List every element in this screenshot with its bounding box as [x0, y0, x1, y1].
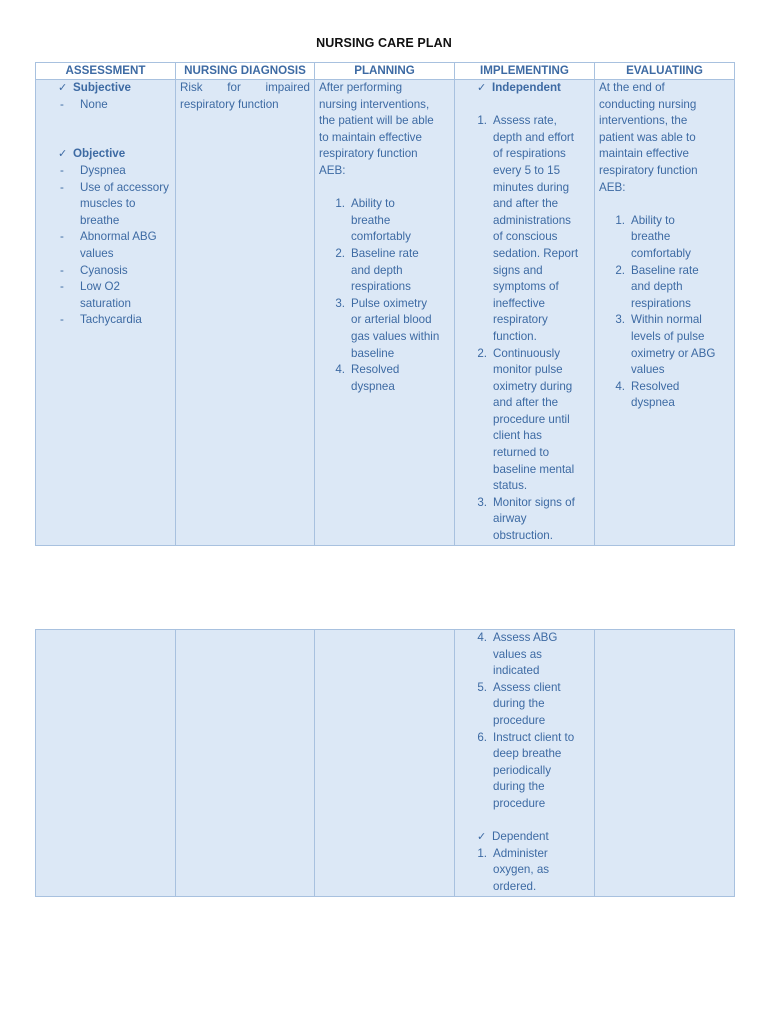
planning-outcome-number: 1.: [335, 197, 345, 211]
objective-item: [40, 229, 171, 262]
planning-outcome-line: Pulse oximetry: [351, 296, 428, 310]
implementing-item-line: indicated: [493, 664, 540, 678]
planning-outcome-line: baseline: [351, 346, 395, 360]
planning-intro: [319, 80, 450, 180]
evaluating-outcome-text: [631, 263, 699, 313]
evaluating-outcome-number: 3.: [615, 313, 625, 327]
planning-intro-line: the patient will be able: [319, 114, 434, 128]
implementing-list-page-2: [459, 630, 590, 813]
dependent-label: Dependent: [492, 830, 549, 844]
implementing-item-line: Assess rate,: [493, 114, 557, 128]
evaluating-outcome-text: [631, 312, 715, 378]
objective-item-text: [80, 163, 126, 180]
implementing-item-line: Monitor signs of: [493, 495, 575, 509]
planning-outcome-line: Baseline rate: [351, 246, 419, 260]
evaluating-intro-line: AEB:: [599, 180, 626, 194]
implementing-item-text: [493, 730, 574, 813]
check-mark-icon: ✓: [477, 831, 487, 844]
evaluating-outcomes: [599, 213, 730, 412]
implementing-item-line: and after the: [493, 396, 559, 410]
planning-outcome-number: 4.: [335, 363, 345, 377]
evaluating-outcome-line: Resolved: [631, 379, 680, 393]
implementing-item: [459, 495, 590, 545]
implementing-list-page-1: [459, 113, 590, 544]
evaluating-outcome-line: and depth: [631, 280, 683, 294]
dependent-item-text: [493, 846, 549, 896]
objective-label: Objective: [73, 147, 126, 161]
implementing-item-line: Assess client: [493, 680, 561, 694]
evaluating-outcome-number: 2.: [615, 263, 625, 277]
objective-list: [40, 163, 171, 329]
implementing-item-line: ineffective: [493, 296, 545, 310]
objective-item-text: [80, 263, 128, 280]
evaluating-cell-continued: [595, 630, 735, 897]
implementing-item-number: 6.: [477, 730, 487, 744]
implementing-cell-continued: [455, 630, 595, 897]
implementing-item-line: during the: [493, 697, 545, 711]
implementing-item-line: and after the: [493, 197, 559, 211]
evaluating-outcome-line: Baseline rate: [631, 263, 699, 277]
evaluating-intro-line: At the end of: [599, 81, 665, 94]
implementing-item-number: 2.: [477, 346, 487, 360]
header-evaluating: EVALUATIING: [595, 63, 735, 80]
diagnosis-line-1: Risk for impaired: [180, 81, 310, 94]
implementing-item: [459, 630, 590, 680]
evaluating-outcome-line: breathe: [631, 230, 671, 244]
evaluating-outcome-text: [631, 379, 679, 412]
care-plan-table-page-1: [35, 62, 735, 546]
implementing-item-line: airway: [493, 512, 527, 526]
planning-cell: [315, 80, 455, 546]
subjective-label: Subjective: [73, 81, 131, 94]
evaluating-intro-line: respiratory function: [599, 163, 698, 177]
implementing-item-line: during the: [493, 780, 545, 794]
objective-item-line: breathe: [80, 213, 120, 227]
implementing-item-line: Instruct client to: [493, 730, 575, 744]
evaluating-intro-line: interventions, the: [599, 114, 688, 128]
evaluating-outcome-line: oximetry or ABG: [631, 346, 716, 360]
evaluating-outcome-line: values: [631, 363, 665, 377]
evaluating-intro-line: maintain effective: [599, 147, 690, 161]
implementing-item-line: procedure: [493, 713, 546, 727]
independent-label: Independent: [492, 81, 561, 94]
planning-outcome: [319, 296, 450, 362]
evaluating-outcome-text: [631, 213, 691, 263]
implementing-item-line: respiratory: [493, 313, 548, 327]
implementing-item-line: monitor pulse: [493, 363, 563, 377]
objective-item: [40, 163, 171, 180]
evaluating-cell: [595, 80, 735, 546]
care-plan-table-page-2: [35, 629, 735, 897]
implementing-item-line: administrations: [493, 213, 571, 227]
planning-outcome-line: Resolved: [351, 363, 400, 377]
objective-item-line: values: [80, 246, 114, 260]
objective-item-line: Tachycardia: [80, 313, 142, 327]
planning-outcome-line: or arterial blood: [351, 313, 432, 327]
planning-outcome-line: gas values within: [351, 329, 440, 343]
implementing-item-text: [493, 346, 574, 495]
implementing-item-line: procedure: [493, 796, 546, 810]
page-title: NURSING CARE PLAN: [316, 36, 452, 50]
implementing-item-number: 1.: [477, 114, 487, 128]
planning-outcome-text: [351, 296, 439, 362]
implementing-item-line: client has: [493, 429, 542, 443]
check-mark-icon: ✓: [477, 82, 487, 94]
implementing-item-line: oximetry during: [493, 379, 573, 393]
evaluating-outcome-line: respirations: [631, 296, 691, 310]
implementing-item-line: depth and effort: [493, 130, 575, 144]
implementing-item-text: [493, 680, 561, 730]
evaluating-intro-line: patient was able to: [599, 130, 696, 144]
implementing-item-line: symptoms of: [493, 280, 559, 294]
planning-intro-line: respiratory function: [319, 147, 418, 161]
objective-item-line: Use of accessory: [80, 180, 169, 194]
subjective-item: [40, 97, 171, 114]
implementing-item-line: Continuously: [493, 346, 561, 360]
care-plan-row: [36, 80, 735, 546]
objective-item: [40, 263, 171, 280]
implementing-item-line: every 5 to 15: [493, 163, 561, 177]
objective-heading: [40, 146, 171, 163]
evaluating-outcome-line: dyspnea: [631, 396, 675, 410]
dash-bullet: -: [60, 97, 64, 111]
header-row: [36, 63, 735, 80]
planning-outcome-line: respirations: [351, 280, 411, 294]
implementing-item-line: values as: [493, 647, 542, 661]
planning-intro-line: nursing interventions,: [319, 97, 430, 111]
evaluating-intro-line: conducting nursing: [599, 97, 697, 111]
planning-intro-line: After performing: [319, 81, 403, 94]
planning-outcome-line: comfortably: [351, 230, 411, 244]
dependent-item-line: ordered.: [493, 879, 537, 893]
evaluating-outcome-line: levels of pulse: [631, 329, 705, 343]
implementing-item-line: baseline mental: [493, 462, 575, 476]
planning-outcome-number: 2.: [335, 246, 345, 260]
planning-outcome: [319, 246, 450, 296]
implementing-cell: [455, 80, 595, 546]
implementing-item-line: sedation. Report: [493, 246, 579, 260]
implementing-item-line: deep breathe: [493, 747, 562, 761]
assessment-cell-continued: [36, 630, 176, 897]
header-planning: PLANNING: [315, 63, 455, 80]
planning-cell-continued: [315, 630, 455, 897]
objective-item-line: Abnormal ABG: [80, 230, 157, 244]
implementing-item-line: periodically: [493, 763, 551, 777]
implementing-item-number: 3.: [477, 495, 487, 509]
objective-item-text: [80, 180, 169, 230]
dependent-item-number: 1.: [477, 846, 487, 860]
evaluating-outcome-line: comfortably: [631, 246, 691, 260]
planning-outcome-line: breathe: [351, 213, 391, 227]
dash-bullet: -: [60, 280, 64, 294]
implementing-item: [459, 680, 590, 730]
implementing-item-line: of respirations: [493, 147, 566, 161]
dash-bullet: -: [60, 313, 64, 327]
planning-outcome: [319, 362, 450, 395]
diagnosis-line-2: respiratory function: [180, 97, 279, 111]
evaluating-outcome-number: 1.: [615, 213, 625, 227]
header-implementing: IMPLEMENTING: [455, 63, 595, 80]
objective-item: [40, 279, 171, 312]
evaluating-outcome: [599, 263, 730, 313]
implementing-item-line: obstruction.: [493, 529, 553, 543]
header-nursing-diagnosis: NURSING DIAGNOSIS: [176, 63, 315, 80]
planning-outcome-text: [351, 362, 399, 395]
implementing-item: [459, 346, 590, 495]
implementing-item-number: 4.: [477, 631, 487, 644]
header-assessment: ASSESSMENT: [36, 63, 176, 80]
dash-bullet: -: [60, 230, 64, 244]
check-mark-icon: ✓: [58, 148, 68, 161]
implementing-item-number: 5.: [477, 680, 487, 694]
implementing-item-line: returned to: [493, 446, 550, 460]
dependent-list: [459, 846, 590, 896]
implementing-item-line: status.: [493, 479, 528, 493]
planning-outcome-text: [351, 246, 419, 296]
planning-outcome: [319, 196, 450, 246]
evaluating-outcome-line: Ability to: [631, 213, 675, 227]
implementing-item-line: Assess ABG: [493, 631, 558, 644]
independent-heading: [459, 80, 590, 97]
dash-bullet: -: [60, 163, 64, 177]
objective-item: [40, 180, 171, 230]
evaluating-intro: [599, 80, 730, 196]
implementing-item-line: procedure until: [493, 412, 570, 426]
evaluating-outcome: [599, 213, 730, 263]
implementing-item: [459, 730, 590, 813]
planning-outcome-number: 3.: [335, 296, 345, 310]
evaluating-outcome-number: 4.: [615, 379, 625, 393]
objective-item-text: [80, 279, 131, 312]
implementing-item-text: [493, 113, 578, 345]
planning-outcomes: [319, 196, 450, 395]
objective-item-line: Cyanosis: [80, 263, 128, 277]
implementing-item-line: function.: [493, 329, 537, 343]
subjective-heading: [40, 80, 171, 97]
objective-item-text: [80, 312, 142, 329]
subjective-item-text: None: [80, 97, 108, 111]
dependent-heading: [459, 829, 590, 846]
objective-item-line: muscles to: [80, 197, 136, 211]
objective-item-line: Low O2: [80, 280, 120, 294]
check-mark-icon: ✓: [58, 82, 68, 94]
objective-item-line: saturation: [80, 296, 131, 310]
planning-intro-line: to maintain effective: [319, 130, 422, 144]
evaluating-outcome: [599, 312, 730, 378]
dependent-item: [459, 846, 590, 896]
care-plan-row-continued: [36, 630, 735, 897]
implementing-item-text: [493, 630, 557, 680]
dash-bullet: -: [60, 180, 64, 194]
objective-item-line: Dyspnea: [80, 163, 126, 177]
assessment-cell: [36, 80, 176, 546]
dependent-item-line: Administer: [493, 846, 548, 860]
planning-outcome-line: and depth: [351, 263, 403, 277]
nursing-diagnosis-cell-continued: [176, 630, 315, 897]
nursing-diagnosis-cell: [176, 80, 315, 546]
implementing-item-text: [493, 495, 575, 545]
planning-outcome-text: [351, 196, 411, 246]
planning-outcome-line: Ability to: [351, 197, 395, 211]
evaluating-outcome: [599, 379, 730, 412]
planning-outcome-line: dyspnea: [351, 379, 395, 393]
objective-item-text: [80, 229, 157, 262]
implementing-item-line: of conscious: [493, 230, 558, 244]
dash-bullet: -: [60, 263, 64, 277]
dependent-item-line: oxygen, as: [493, 863, 550, 877]
planning-intro-line: AEB:: [319, 163, 346, 177]
implementing-item-line: signs and: [493, 263, 543, 277]
objective-item: [40, 312, 171, 329]
implementing-item-line: minutes during: [493, 180, 570, 194]
implementing-item: [459, 113, 590, 345]
evaluating-outcome-line: Within normal: [631, 313, 702, 327]
